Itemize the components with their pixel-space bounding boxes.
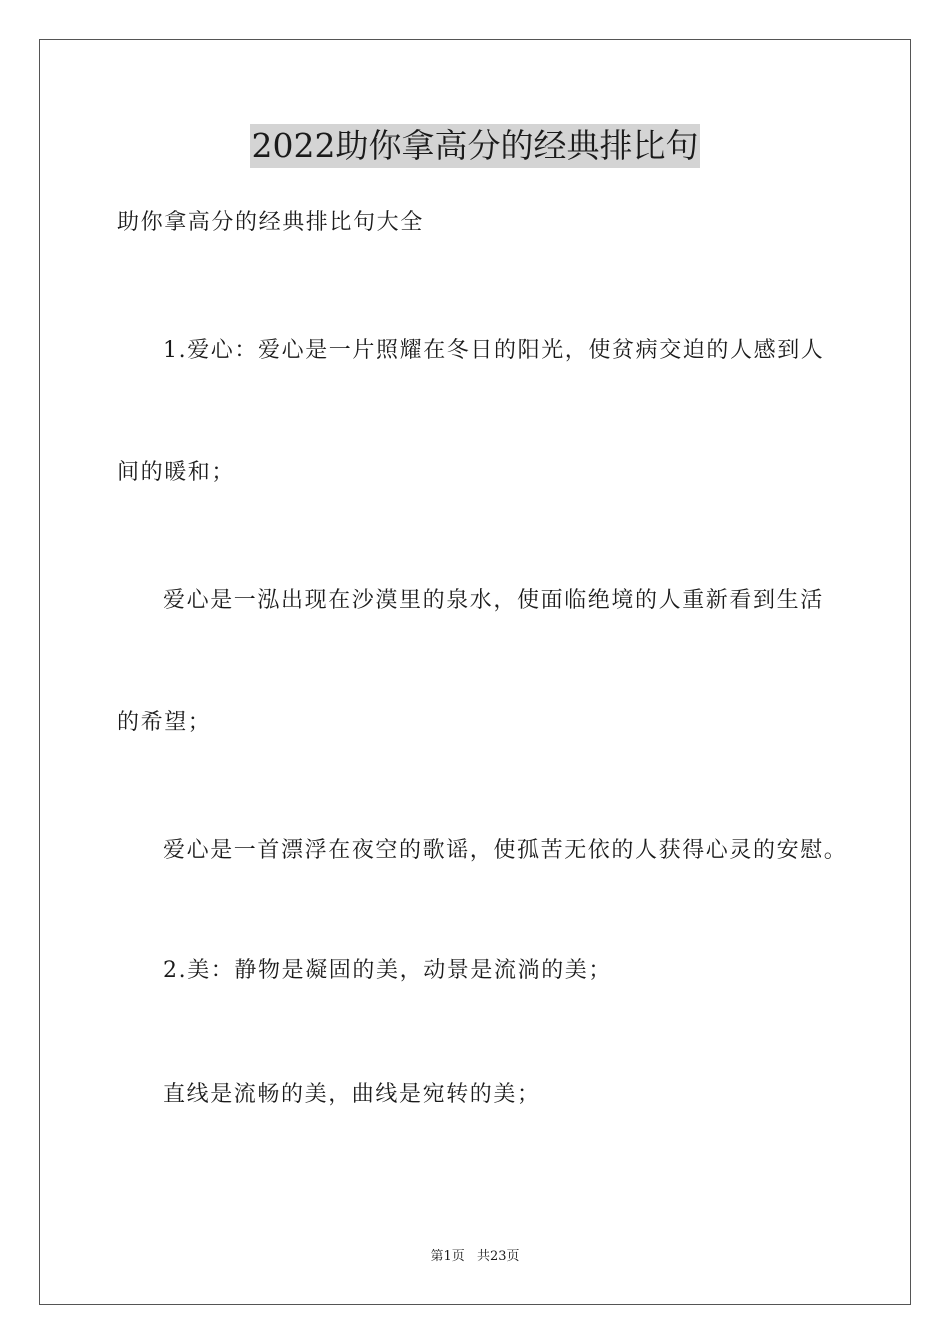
page-footer [0, 1248, 950, 1266]
page-number-current: 第1页 [430, 1249, 465, 1264]
paragraph-line: 1.爱心：爱心是一片照耀在冬日的阳光，使贫病交迫的人感到人 [163, 338, 825, 363]
paragraph-line: 爱心是一泓出现在沙漠里的泉水，使面临绝境的人重新看到生活 [163, 588, 824, 613]
paragraph-line: 的希望； [117, 710, 212, 735]
paragraph-line: 2.美：静物是凝固的美，动景是流淌的美； [163, 958, 612, 983]
paragraph-line: 爱心是一首漂浮在夜空的歌谣，使孤苦无依的人获得心灵的安慰。 [163, 838, 848, 863]
document-title: 2022助你拿高分的经典排比句 [250, 124, 701, 168]
paragraph-line: 直线是流畅的美，曲线是宛转的美； [163, 1082, 541, 1107]
title-container [0, 124, 950, 168]
paragraph-line: 间的暖和； [117, 460, 236, 485]
page-number-total: 共23页 [476, 1249, 520, 1264]
document-subtitle: 助你拿高分的经典排比句大全 [117, 210, 424, 235]
